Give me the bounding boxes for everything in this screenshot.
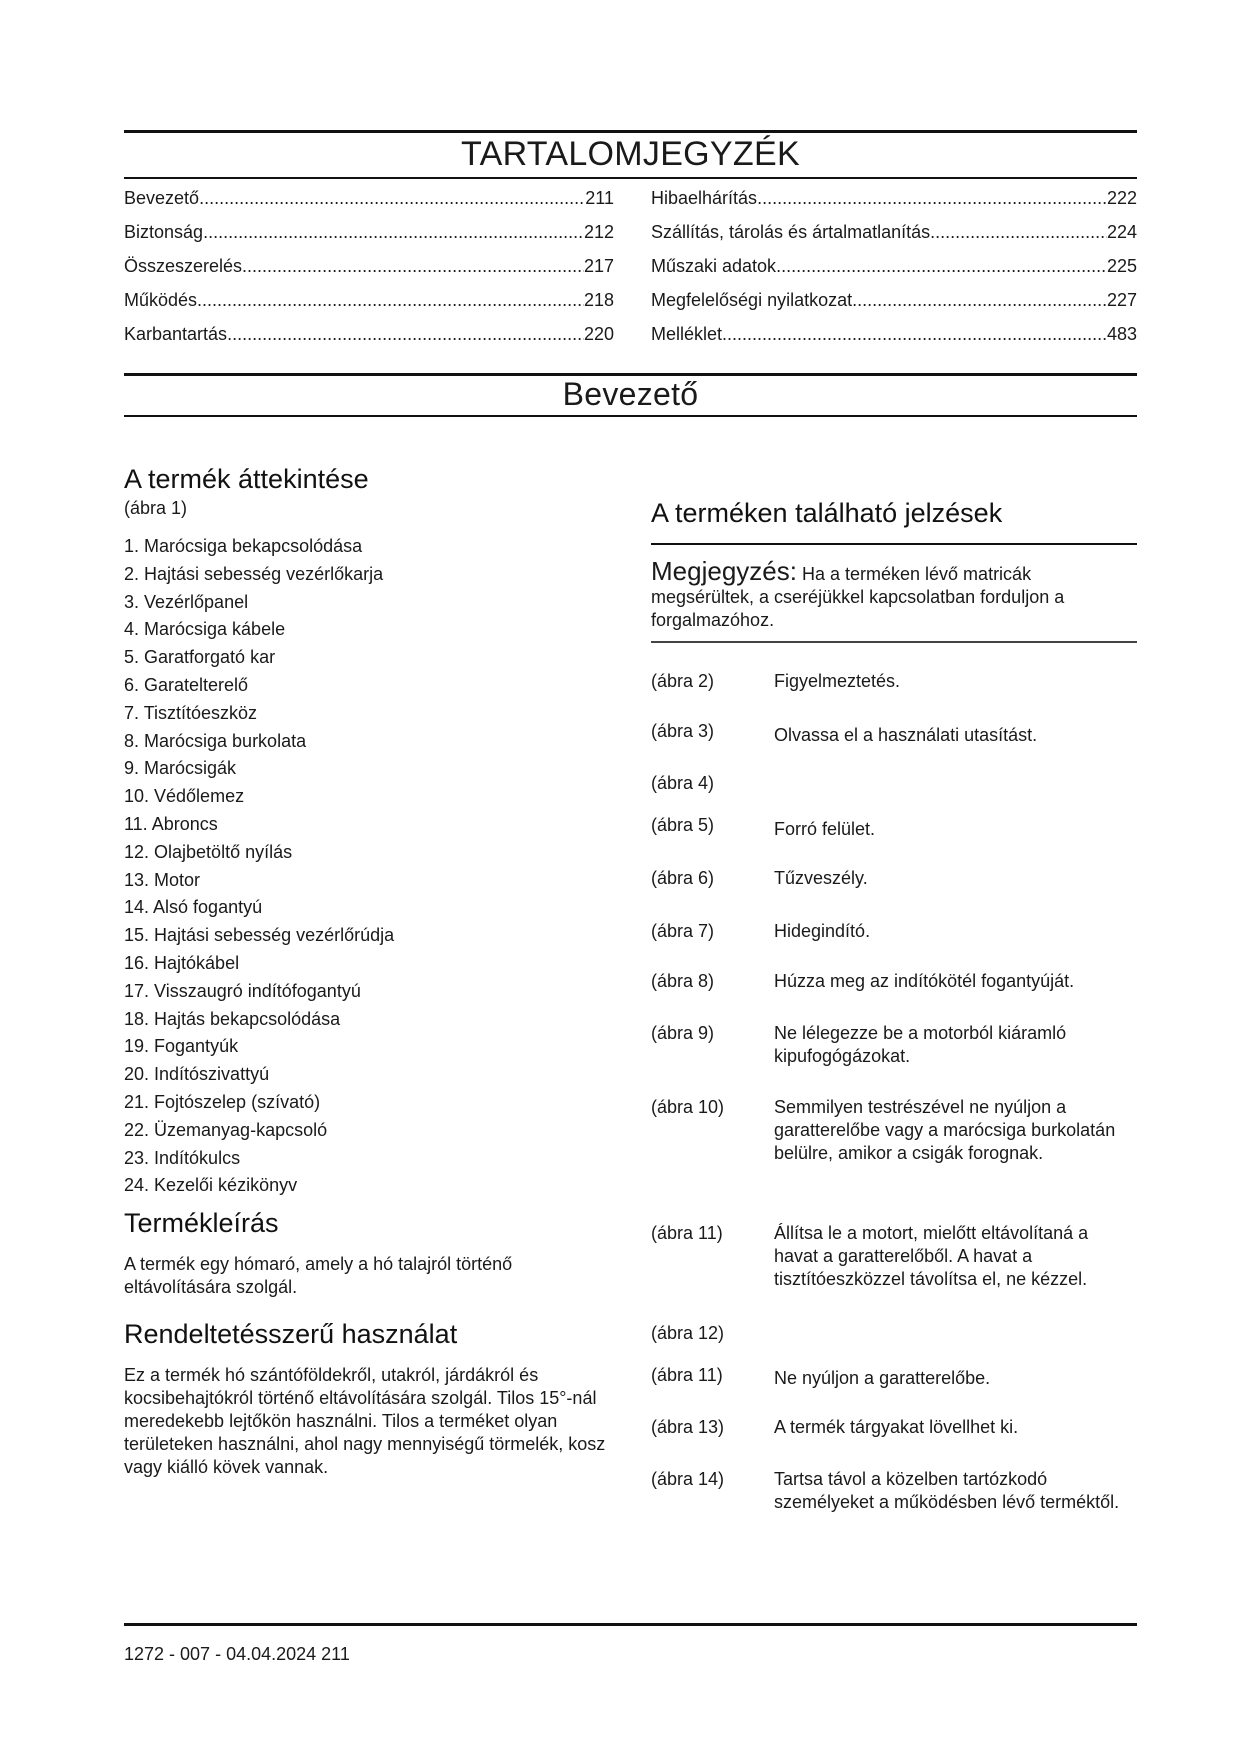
symbol-figure-ref: (ábra 14)	[651, 1469, 725, 1489]
page-footer: 1272 - 007 - 04.04.2024 211	[124, 1644, 350, 1664]
list-item: 24. Kezelői kézikönyv	[124, 1175, 298, 1196]
toc-entry[interactable]: Karbantartás ..... 220	[124, 324, 614, 358]
symbols-heading: A terméken található jelzések	[651, 498, 1003, 528]
list-item: 6. Garatelterelő	[124, 674, 249, 695]
list-item: 19. Fogantyúk	[124, 1036, 239, 1057]
list-item: 12. Olajbetöltő nyílás	[124, 841, 293, 862]
symbol-description: Figyelmeztetés.	[774, 671, 901, 691]
description-heading: Termékleírás	[124, 1208, 279, 1239]
intended-use-heading: Rendeltetésszerű használat	[124, 1319, 458, 1350]
note-body: Ha a terméken lévő matricák megsérültek, a cseréjükkel kapcsolatban forduljon a forgalmazóhoz.	[651, 564, 1065, 630]
note-bottom-rule	[651, 641, 1137, 643]
overview-heading: A termék áttekintése	[124, 464, 369, 494]
symbol-figure-ref: (ábra 8)	[651, 971, 715, 991]
toc-right-column	[651, 188, 1137, 358]
toc-entry[interactable]: Melléklet ..... 483	[651, 324, 1137, 358]
symbol-figure-ref: (ábra 10)	[651, 1097, 725, 1117]
list-item: 22. Üzemanyag-kapcsoló	[124, 1119, 328, 1140]
symbol-description: Tűzveszély.	[774, 868, 868, 888]
list-item: 13. Motor	[124, 869, 201, 890]
list-item: 23. Indítókulcs	[124, 1147, 241, 1168]
list-item: 9. Marócsigák	[124, 758, 237, 779]
symbol-figure-ref: (ábra 3)	[651, 721, 715, 741]
symbol-description: Semmilyen testrészével ne nyúljon a garatterelőbe vagy a marócsiga burkolatán belülre, amikor a csigák forognak.	[774, 1097, 1116, 1163]
list-item: 11. Abroncs	[124, 813, 218, 834]
toc-entry[interactable]: Szállítás, tárolás és ártalmatlanítás ..... 224	[651, 222, 1137, 256]
symbol-description: Hidegindító.	[774, 921, 871, 941]
list-item: 8. Marócsiga burkolata	[124, 730, 307, 751]
toc-entry[interactable]: Műszaki adatok ..... 225	[651, 256, 1137, 290]
symbol-description: Forró felület.	[774, 819, 876, 839]
toc-bottom-rule	[124, 177, 1137, 179]
toc-entry[interactable]: Biztonság ..... 212	[124, 222, 614, 256]
symbol-description: Állítsa le a motort, mielőtt eltávolítaná a havat a garatterelőből. A havat a tisztítóeszközzel távolítsa el, ne kézzel.	[774, 1223, 1089, 1289]
list-item: 15. Hajtási sebesség vezérlőrúdja	[124, 925, 395, 946]
footer-rule	[124, 1623, 1137, 1626]
symbol-figure-ref: (ábra 2)	[651, 671, 715, 691]
list-item: 20. Indítószivattyú	[124, 1064, 270, 1085]
list-item: 5. Garatforgató kar	[124, 647, 276, 668]
note-box	[651, 556, 1137, 632]
symbol-figure-ref: (ábra 4)	[651, 773, 715, 793]
toc-left-column	[124, 188, 614, 358]
toc-top-rule	[124, 130, 1137, 133]
list-item: 4. Marócsiga kábele	[124, 619, 286, 640]
list-item: 16. Hajtókábel	[124, 952, 240, 973]
symbol-figure-ref: (ábra 12)	[651, 1323, 725, 1343]
symbol-figure-ref: (ábra 5)	[651, 815, 715, 835]
list-item: 18. Hajtás bekapcsolódása	[124, 1008, 341, 1029]
note-text	[651, 556, 1137, 632]
list-item: 10. Védőlemez	[124, 786, 245, 807]
symbol-figure-ref: (ábra 6)	[651, 868, 715, 888]
symbol-description: Ne nyúljon a garatterelőbe.	[774, 1368, 991, 1388]
note-top-rule	[651, 543, 1137, 545]
toc-entry[interactable]: Bevezető ..... 211	[124, 188, 614, 222]
list-item: 21. Fojtószelep (szívató)	[124, 1091, 321, 1112]
toc-entry[interactable]: Megfelelőségi nyilatkozat ..... 227	[651, 290, 1137, 324]
description-text: A termék egy hómaró, amely a hó talajról történő eltávolítására szolgál.	[124, 1254, 513, 1298]
list-item: 17. Visszaugró indítófogantyú	[124, 980, 361, 1001]
toc-title: TARTALOMJEGYZÉK	[461, 135, 800, 173]
symbol-figure-ref: (ábra 11)	[651, 1365, 723, 1385]
symbol-description: A termék tárgyakat lövellhet ki.	[774, 1417, 1019, 1437]
parts-list	[124, 533, 614, 1200]
symbol-figure-ref: (ábra 7)	[651, 921, 715, 941]
section-bottom-rule	[124, 415, 1137, 417]
left-column	[124, 464, 614, 1479]
symbol-figure-ref: (ábra 11)	[651, 1223, 723, 1243]
toc-entry[interactable]: Összeszerelés ..... 217	[124, 256, 614, 290]
toc-entry[interactable]: Hibaelhárítás ..... 222	[651, 188, 1137, 222]
symbol-description: Húzza meg az indítókötél fogantyúját.	[774, 971, 1075, 991]
section-title: Bevezető	[562, 376, 699, 412]
toc-entry[interactable]: Működés ..... 218	[124, 290, 614, 324]
list-item: 14. Alsó fogantyú	[124, 897, 263, 918]
symbols-section	[651, 498, 1137, 529]
overview-figure-ref: (ábra 1)	[124, 498, 188, 518]
symbol-description: Olvassa el a használati utasítást.	[774, 725, 1038, 745]
symbol-figure-ref: (ábra 9)	[651, 1023, 715, 1043]
symbol-figure-ref: (ábra 13)	[651, 1417, 725, 1437]
symbol-description: Tartsa távol a közelben tartózkodó személyeket a működésben lévő terméktől.	[774, 1469, 1120, 1512]
note-label: Megjegyzés:	[651, 556, 797, 586]
list-item: 1. Marócsiga bekapcsolódása	[124, 536, 363, 556]
list-item: 3. Vezérlőpanel	[124, 591, 249, 612]
symbol-description: Ne lélegezze be a motorból kiáramló kipufogógázokat.	[774, 1023, 1067, 1066]
list-item: 7. Tisztítóeszköz	[124, 702, 258, 723]
list-item: 2. Hajtási sebesség vezérlőkarja	[124, 563, 384, 584]
intended-use-text: Ez a termék hó szántóföldekről, utakról, járdákról és kocsibehajtókról történő eltávolítására szolgál. Tilos 15°-nál meredekebb lejtőkön használni. Tilos a terméket olyan területeken használni, ahol nagy mennyiségű törmelék, kosz vagy kiálló kövek vannak.	[124, 1365, 606, 1478]
